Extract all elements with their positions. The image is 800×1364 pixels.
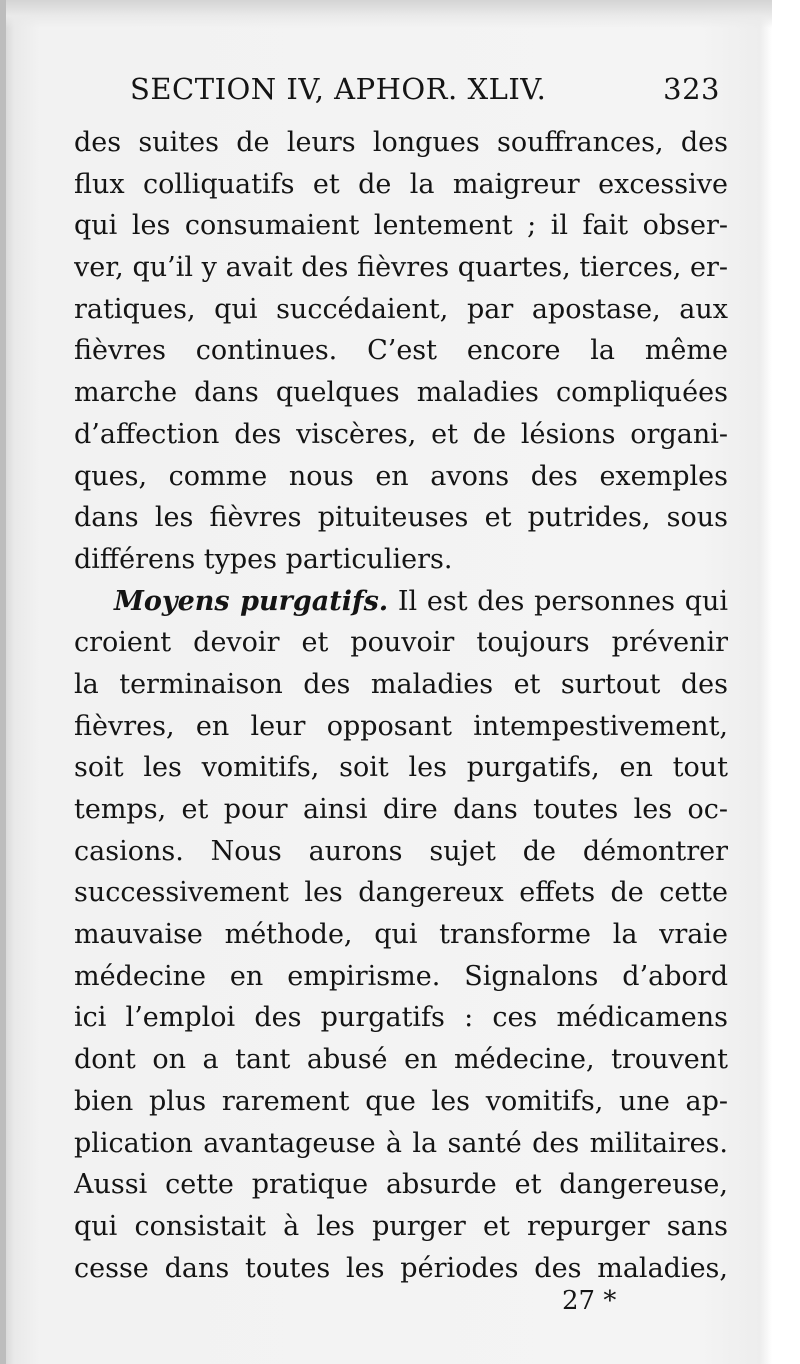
page-left-edge xyxy=(0,0,6,1364)
text-line: ratiques, qui succédaient, par apostase, aux xyxy=(74,293,728,325)
paragraph-opening-text: Il est des personnes qui xyxy=(388,585,728,617)
text-line: dans les fièvres pituiteuses et putrides, sous xyxy=(74,502,728,534)
text-line: marche dans quelques maladies compliquées xyxy=(74,377,728,409)
text-line: qui les consumaient lentement ; il fait obser- xyxy=(74,210,728,242)
body-text xyxy=(74,122,728,1289)
text-line: fièvres continues. C’est encore la même xyxy=(74,335,728,367)
text-line: flux colliquatifs et de la maigreur excessive xyxy=(74,168,728,200)
text-line: des suites de leurs longues souffrances, des xyxy=(74,127,728,158)
signature-mark: 27 * xyxy=(562,1286,617,1316)
text-line: bien plus rarement que les vomitifs, une ap- xyxy=(74,1085,728,1117)
page-number: 323 xyxy=(663,72,720,106)
text-line: mauvaise méthode, qui transforme la vraie xyxy=(74,919,728,951)
text-line: d’affection des viscères, et de lésions organi- xyxy=(74,418,728,450)
text-line: fièvres, en leur opposant intempestivement, xyxy=(74,710,728,742)
text-line: qui consistait à les purger et repurger sans xyxy=(74,1210,728,1242)
paragraph-opening-line xyxy=(74,581,728,623)
text-line: casions. Nous aurons sujet de démontrer xyxy=(74,835,728,867)
text-line: cesse dans toutes les périodes des maladies, xyxy=(74,1252,728,1284)
text-line: croient devoir et pouvoir toujours prévenir xyxy=(74,627,728,659)
paragraph-heading: Moyens purgatifs. xyxy=(114,585,389,617)
text-line: différens types particuliers. xyxy=(74,543,453,575)
text-line: ver, qu’il y avait des fièvres quartes, tierces, er- xyxy=(74,252,728,284)
text-line: ici l’emploi des purgatifs : ces médicamens xyxy=(74,1002,728,1034)
page-right-margin xyxy=(772,0,800,1364)
text-line: médecine en empirisme. Signalons d’abord xyxy=(74,960,728,992)
text-line: temps, et pour ainsi dire dans toutes les oc- xyxy=(74,794,728,825)
page-top-shadow xyxy=(0,0,800,28)
running-head xyxy=(130,72,720,116)
text-line: Aussi cette pratique absurde et dangereuse, xyxy=(74,1169,728,1201)
text-line: soit les vomitifs, soit les purgatifs, en tout xyxy=(74,752,728,784)
running-head-title: SECTION IV, APHOR. XLIV. xyxy=(130,72,547,106)
text-line: successivement les dangereux effets de cette xyxy=(74,877,728,909)
text-line: ques, comme nous en avons des exemples xyxy=(74,460,728,492)
text-line: la terminaison des maladies et surtout des xyxy=(74,668,728,700)
text-line: plication avantageuse à la santé des militaires. xyxy=(74,1127,728,1159)
text-line: dont on a tant abusé en médecine, trouvent xyxy=(74,1044,728,1076)
